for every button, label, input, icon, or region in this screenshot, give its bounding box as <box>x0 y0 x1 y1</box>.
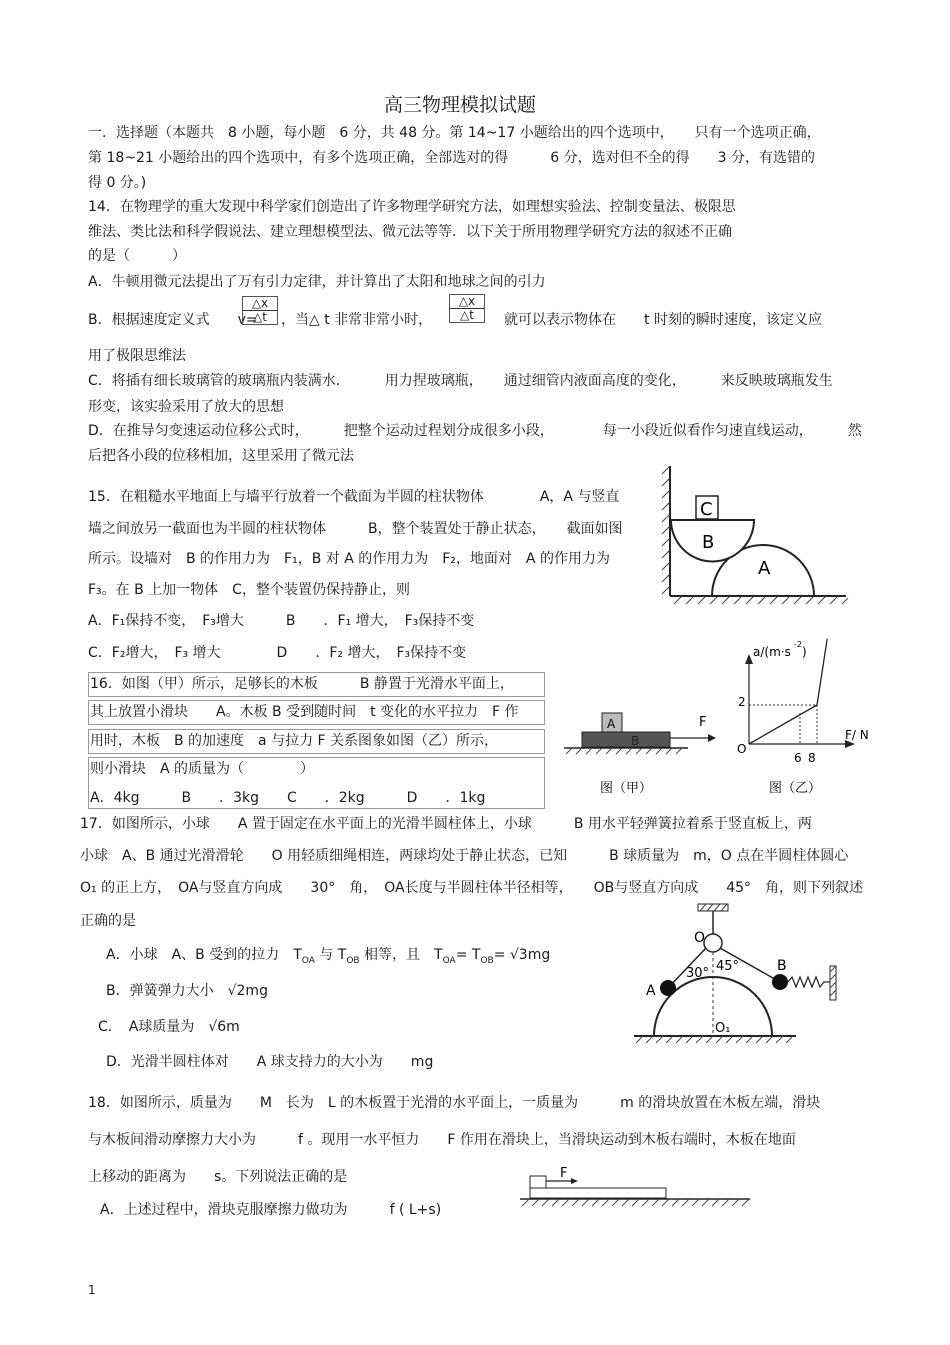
y-axis-arrowhead <box>745 654 753 664</box>
q17-stem-3: O₁ 的正上方， OA与竖直方向成 30° 角， OA长度与半圆柱体半径相等， OB与竖直方向成 45° 角，则下列叙述 <box>80 880 864 896</box>
force-arrowhead <box>571 1178 578 1184</box>
q17-stem-2: 小球 A、B 通过光滑滑轮 O 用轻质细绳相连，两球均处于静止状态，已知 B 球质量为 m，O 点在半圆柱体圆心 <box>80 848 849 864</box>
page-number: 1 <box>88 1283 96 1297</box>
velocity-fraction-2 <box>449 294 485 323</box>
q18-option-a: A．上述过程中，滑块克服摩擦力做功为 f ( L+s) <box>100 1202 442 1218</box>
q17-option-a-text: 与 T <box>314 947 347 963</box>
ground-hatching <box>674 596 848 604</box>
q16-options: A．4kg B ．3kg C ．2kg D ．1kg <box>90 790 486 806</box>
q15-stem-4: F₃。在 B 上加一物体 C，整个装置仍保持静止，则 <box>88 582 410 598</box>
q17-option-d: D．光滑半圆柱体对 A 球支持力的大小为 mg <box>106 1054 434 1070</box>
y-axis-exponent: -2 <box>794 640 802 649</box>
figure-a-caption: 图（甲） <box>600 781 653 796</box>
board-b <box>582 732 670 747</box>
ground-hatching <box>522 1199 749 1206</box>
q14-option-a: A．牛顿用微元法提出了万有引力定律，并计算出了太阳和地球之间的引力 <box>88 274 546 290</box>
subscript: OA <box>442 955 456 966</box>
q17-figure <box>630 900 844 1050</box>
q14-option-d-1: D．在推导匀变速运动位移公式时， 把整个运动过程划分成很多小段， 每一小段近似看作匀速直线运动， 然 <box>88 423 862 439</box>
q17-stem-4: 正确的是 <box>80 913 136 929</box>
q15-stem-3: 所示。设墙对 B 的作用力为 F₁，B 对 A 的作用力为 F₂，地面对 A 的作用力为 <box>88 551 610 567</box>
q14-option-d-2: 后把各小段的位移相加，这里采用了微元法 <box>88 448 354 464</box>
q16-stem-4: 则小滑块 A 的质量为（ ） <box>90 761 315 777</box>
q14-option-c-1: C．将插有细长玻璃管的玻璃瓶内装满水． 用力捏玻璃瓶， 通过细管内液面高度的变化， 来反映玻璃瓶发生 <box>88 373 833 389</box>
force-arrowhead <box>708 734 716 742</box>
q16-stem-3: 用时，木板 B 的加速度 a 与拉力 F 关系图象如图（乙）所示， <box>90 733 499 749</box>
q14-stem-3: 的是（ ） <box>88 248 186 264</box>
q16-stem-1: 16．如图（甲）所示，足够长的木板 B 静置于光滑水平面上， <box>90 676 514 692</box>
q18-stem-2: 与木板间滑动摩擦力大小为 f 。现用一水平恒力 F 作用在滑块上，当滑块运动到木板右端时，木板在地面 <box>88 1132 796 1148</box>
angle-45: 45° <box>716 959 740 974</box>
q14-stem-1: 14．在物理学的重大发现中科学家们创造出了许多物理学研究方法，如理想实验法、控制变量法、极限思 <box>88 199 736 215</box>
label-o: O <box>694 930 706 946</box>
force-label: F <box>699 715 707 730</box>
tick-label-x-8: 8 <box>808 751 816 765</box>
angle-30: 30° <box>686 966 710 981</box>
q15-stem-1: 15．在粗糙水平地面上与墙平行放着一个截面为半圆的柱状物体 A，A 与竖直 <box>88 489 620 505</box>
q18-stem-3: 上移动的距离为 s。下列说法正确的是 <box>88 1169 348 1185</box>
ball-a <box>660 980 676 996</box>
q14-option-b-part2: ，当△ t 非常非常小时， <box>281 312 433 328</box>
y-axis-label-close: ) <box>802 645 807 659</box>
fraction-numerator: △x <box>450 295 484 309</box>
floor-hatching <box>566 748 682 754</box>
q16-stem-2: 其上放置小滑块 A。木板 B 受到随时间 t 变化的水平拉力 F 作 <box>90 704 519 720</box>
tick-label-y-2: 2 <box>738 695 746 709</box>
slider-block <box>530 1176 546 1188</box>
fraction-denominator: △t <box>460 308 474 322</box>
label-b: B <box>702 532 715 553</box>
y-axis-label: a/(m·s <box>753 645 791 659</box>
q17-option-a-text: = √3mg <box>493 947 551 963</box>
x-axis-label: F/ N <box>845 728 869 742</box>
series-line-2 <box>817 639 827 705</box>
page-title: 高三物理模拟试题 <box>384 94 537 116</box>
pulley <box>704 934 722 952</box>
q14-option-b-line2: 用了极限思维法 <box>88 348 186 364</box>
fraction-numerator: △x <box>243 297 277 311</box>
subscript: OB <box>346 955 360 966</box>
q14-option-c-2: 形变，该实验采用了放大的思想 <box>88 399 284 415</box>
force-label: F <box>560 1166 568 1181</box>
board-b-label: B <box>631 734 640 748</box>
subscript: OB <box>480 955 494 966</box>
block-a-label: A <box>607 717 616 731</box>
q17-option-a-text: A．小球 A、B 受到的拉力 T <box>106 947 302 963</box>
q17-stem-1: 17．如图所示，小球 A 置于固定在水平面上的光滑半圆柱体上，小球 B 用水平轻弹簧拉着系于竖直板上，两 <box>80 816 812 832</box>
label-o1: O₁ <box>715 1021 731 1036</box>
figure-b-caption: 图（乙） <box>769 781 822 796</box>
q16-chart <box>735 636 875 800</box>
series-line-1 <box>749 705 817 744</box>
velocity-fraction-1 <box>242 296 278 325</box>
q14-stem-2: 维法、类比法和科学假说法、建立理想模型法、微元法等等．以下关于所用物理学研究方法的叙述不正确 <box>88 224 732 240</box>
q17-option-a <box>106 946 550 970</box>
q15-options-2: C．F₂增大， F₃ 增大 D ．F₂ 增大， F₃保持不变 <box>88 645 467 661</box>
origin-label: O <box>737 742 747 756</box>
spring <box>788 977 830 987</box>
q14-option-b-part1: B．根据速度定义式 v= <box>88 312 258 328</box>
instructions-line-2: 第 18~21 小题给出的四个选项中，有多个选项正确，全部选对的得 6 分，选对但不全的得 3 分，有选错的 <box>88 150 815 166</box>
long-board <box>530 1188 666 1198</box>
label-a: A <box>758 558 771 579</box>
instructions-line-3: 得 0 分。) <box>88 175 147 191</box>
q15-options-1: A．F₁保持不变， F₃增大 B ．F₁ 增大， F₃保持不变 <box>88 613 475 629</box>
wall-hatching <box>662 466 670 594</box>
q18-figure <box>518 1166 754 1210</box>
ground-hatching <box>636 1036 793 1043</box>
q16-figure-a <box>560 706 720 798</box>
ball-b <box>772 974 788 990</box>
q17-option-b: B．弹簧弹力大小 √2mg <box>106 983 268 999</box>
subscript: OA <box>301 955 315 966</box>
q15-stem-2: 墙之间放另一截面也为半圆的柱状物体 B，整个装置处于静止状态， 截面如图 <box>88 521 623 537</box>
q17-option-a-text: = T <box>455 947 481 963</box>
q18-stem-1: 18．如图所示，质量为 M 长为 L 的木板置于光滑的水平面上，一质量为 m 的滑块放置在木板左端，滑块 <box>88 1095 821 1111</box>
tick-label-x-6: 6 <box>794 751 802 765</box>
label-b: B <box>777 958 787 974</box>
instructions-line-1: 一．选择题（本题共 8 小题，每小题 6 分，共 48 分。第 14~17 小题给出的四个选项中， 只有一个选项正确， <box>88 125 821 141</box>
q17-option-c: C． A球质量为 √6m <box>98 1019 240 1035</box>
q17-option-a-text: 相等，且 T <box>359 947 443 963</box>
label-c: C <box>700 499 713 520</box>
q15-figure <box>660 464 850 606</box>
q14-option-b-part3: 就可以表示物体在 t 时刻的瞬时速度，该定义应 <box>504 312 822 328</box>
fraction-denominator: △t <box>253 310 267 324</box>
label-a: A <box>646 983 656 999</box>
